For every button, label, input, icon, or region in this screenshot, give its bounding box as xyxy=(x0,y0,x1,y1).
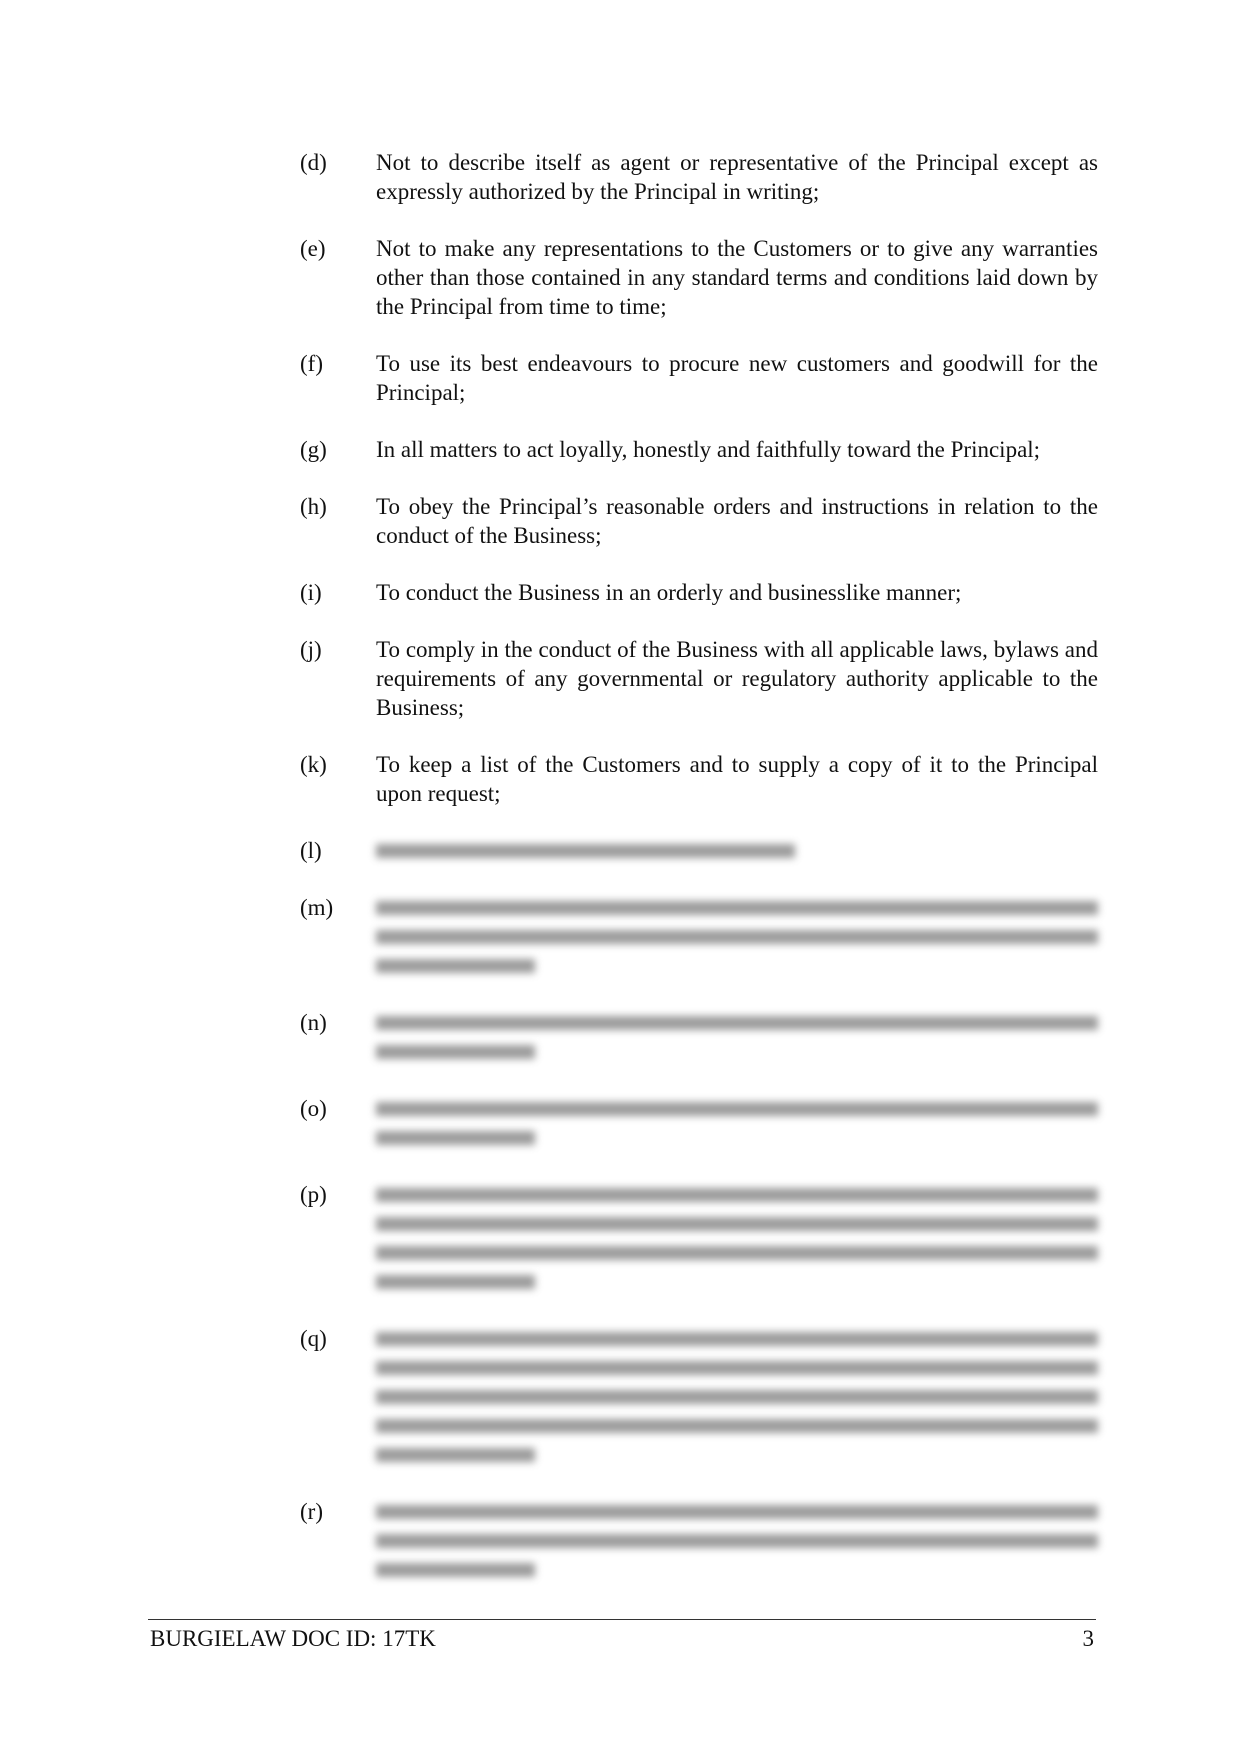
list-item xyxy=(300,492,1098,550)
redacted-line xyxy=(376,1037,1098,1066)
clause-text: Not to make any representations to the Customers or to give any warranties other than those contained in any standard terms and conditions laid down by the Principal from time to time; xyxy=(376,236,1098,319)
list-item xyxy=(300,893,1098,980)
redacted-line xyxy=(376,951,1098,980)
clause-label: (l) xyxy=(300,838,322,863)
clause-label: (h) xyxy=(300,494,327,519)
clause-label: (f) xyxy=(300,351,323,376)
redacted-line xyxy=(376,1497,1098,1526)
redacted-line xyxy=(376,1180,1098,1209)
redacted-line xyxy=(376,893,1098,922)
list-item xyxy=(300,1324,1098,1469)
clause-label: (n) xyxy=(300,1010,327,1035)
list-item xyxy=(300,578,1098,607)
clause-label: (g) xyxy=(300,437,327,462)
clause-text: To comply in the conduct of the Business with all applicable laws, bylaws and requirements of any governmental or regulatory authority applicable to the Business; xyxy=(376,637,1098,720)
clause-text: In all matters to act loyally, honestly and faithfully toward the Principal; xyxy=(376,437,1041,462)
clause-text-redacted xyxy=(376,1324,1098,1469)
clause-list xyxy=(300,148,1098,1612)
list-item xyxy=(300,349,1098,407)
redacted-line xyxy=(376,1411,1098,1440)
list-item xyxy=(300,750,1098,808)
list-item xyxy=(300,1094,1098,1152)
clause-label: (q) xyxy=(300,1326,327,1351)
redacted-line xyxy=(376,1094,1098,1123)
clause-label: (o) xyxy=(300,1096,327,1121)
redacted-line xyxy=(376,1008,1098,1037)
list-item xyxy=(300,635,1098,722)
list-item xyxy=(300,1497,1098,1584)
redacted-line xyxy=(376,836,1098,865)
redacted-line xyxy=(376,1123,1098,1152)
clause-label: (m) xyxy=(300,895,334,920)
list-item xyxy=(300,836,1098,865)
clause-text: To use its best endeavours to procure new customers and goodwill for the Principal; xyxy=(376,351,1098,405)
clause-text-redacted xyxy=(376,1094,1098,1152)
page-footer xyxy=(150,1624,1094,1653)
list-item xyxy=(300,435,1098,464)
redacted-line xyxy=(376,1209,1098,1238)
clause-label: (p) xyxy=(300,1182,327,1207)
clause-text: To keep a list of the Customers and to supply a copy of it to the Principal upon request; xyxy=(376,752,1098,806)
clause-text-redacted xyxy=(376,1008,1098,1066)
clause-text-redacted xyxy=(376,1180,1098,1296)
clause-label: (d) xyxy=(300,150,327,175)
list-item xyxy=(300,148,1098,206)
redacted-line xyxy=(376,1353,1098,1382)
clause-label: (r) xyxy=(300,1499,323,1524)
footer-page-number: 3 xyxy=(1082,1626,1094,1651)
clause-text: Not to describe itself as agent or representative of the Principal except as expressly authorized by the Principal in writing; xyxy=(376,150,1098,204)
clause-text: To conduct the Business in an orderly and businesslike manner; xyxy=(376,580,962,605)
redacted-line xyxy=(376,1324,1098,1353)
clause-text-redacted xyxy=(376,1497,1098,1584)
footer-divider xyxy=(148,1619,1096,1620)
clause-text-redacted xyxy=(376,893,1098,980)
clause-label: (i) xyxy=(300,580,322,605)
redacted-line xyxy=(376,1440,1098,1469)
clause-label: (j) xyxy=(300,637,322,662)
list-item xyxy=(300,234,1098,321)
list-item xyxy=(300,1180,1098,1296)
redacted-line xyxy=(376,1555,1098,1584)
redacted-line xyxy=(376,922,1098,951)
redacted-line xyxy=(376,1382,1098,1411)
footer-doc-id: BURGIELAW DOC ID: 17TK xyxy=(150,1626,436,1651)
redacted-line xyxy=(376,1238,1098,1267)
list-item xyxy=(300,1008,1098,1066)
clause-label: (e) xyxy=(300,236,326,261)
clause-label: (k) xyxy=(300,752,327,777)
redacted-line xyxy=(376,1267,1098,1296)
clause-text: To obey the Principal’s reasonable orders and instructions in relation to the conduct of the Business; xyxy=(376,494,1098,548)
redacted-line xyxy=(376,1526,1098,1555)
clause-text-redacted xyxy=(376,836,1098,865)
